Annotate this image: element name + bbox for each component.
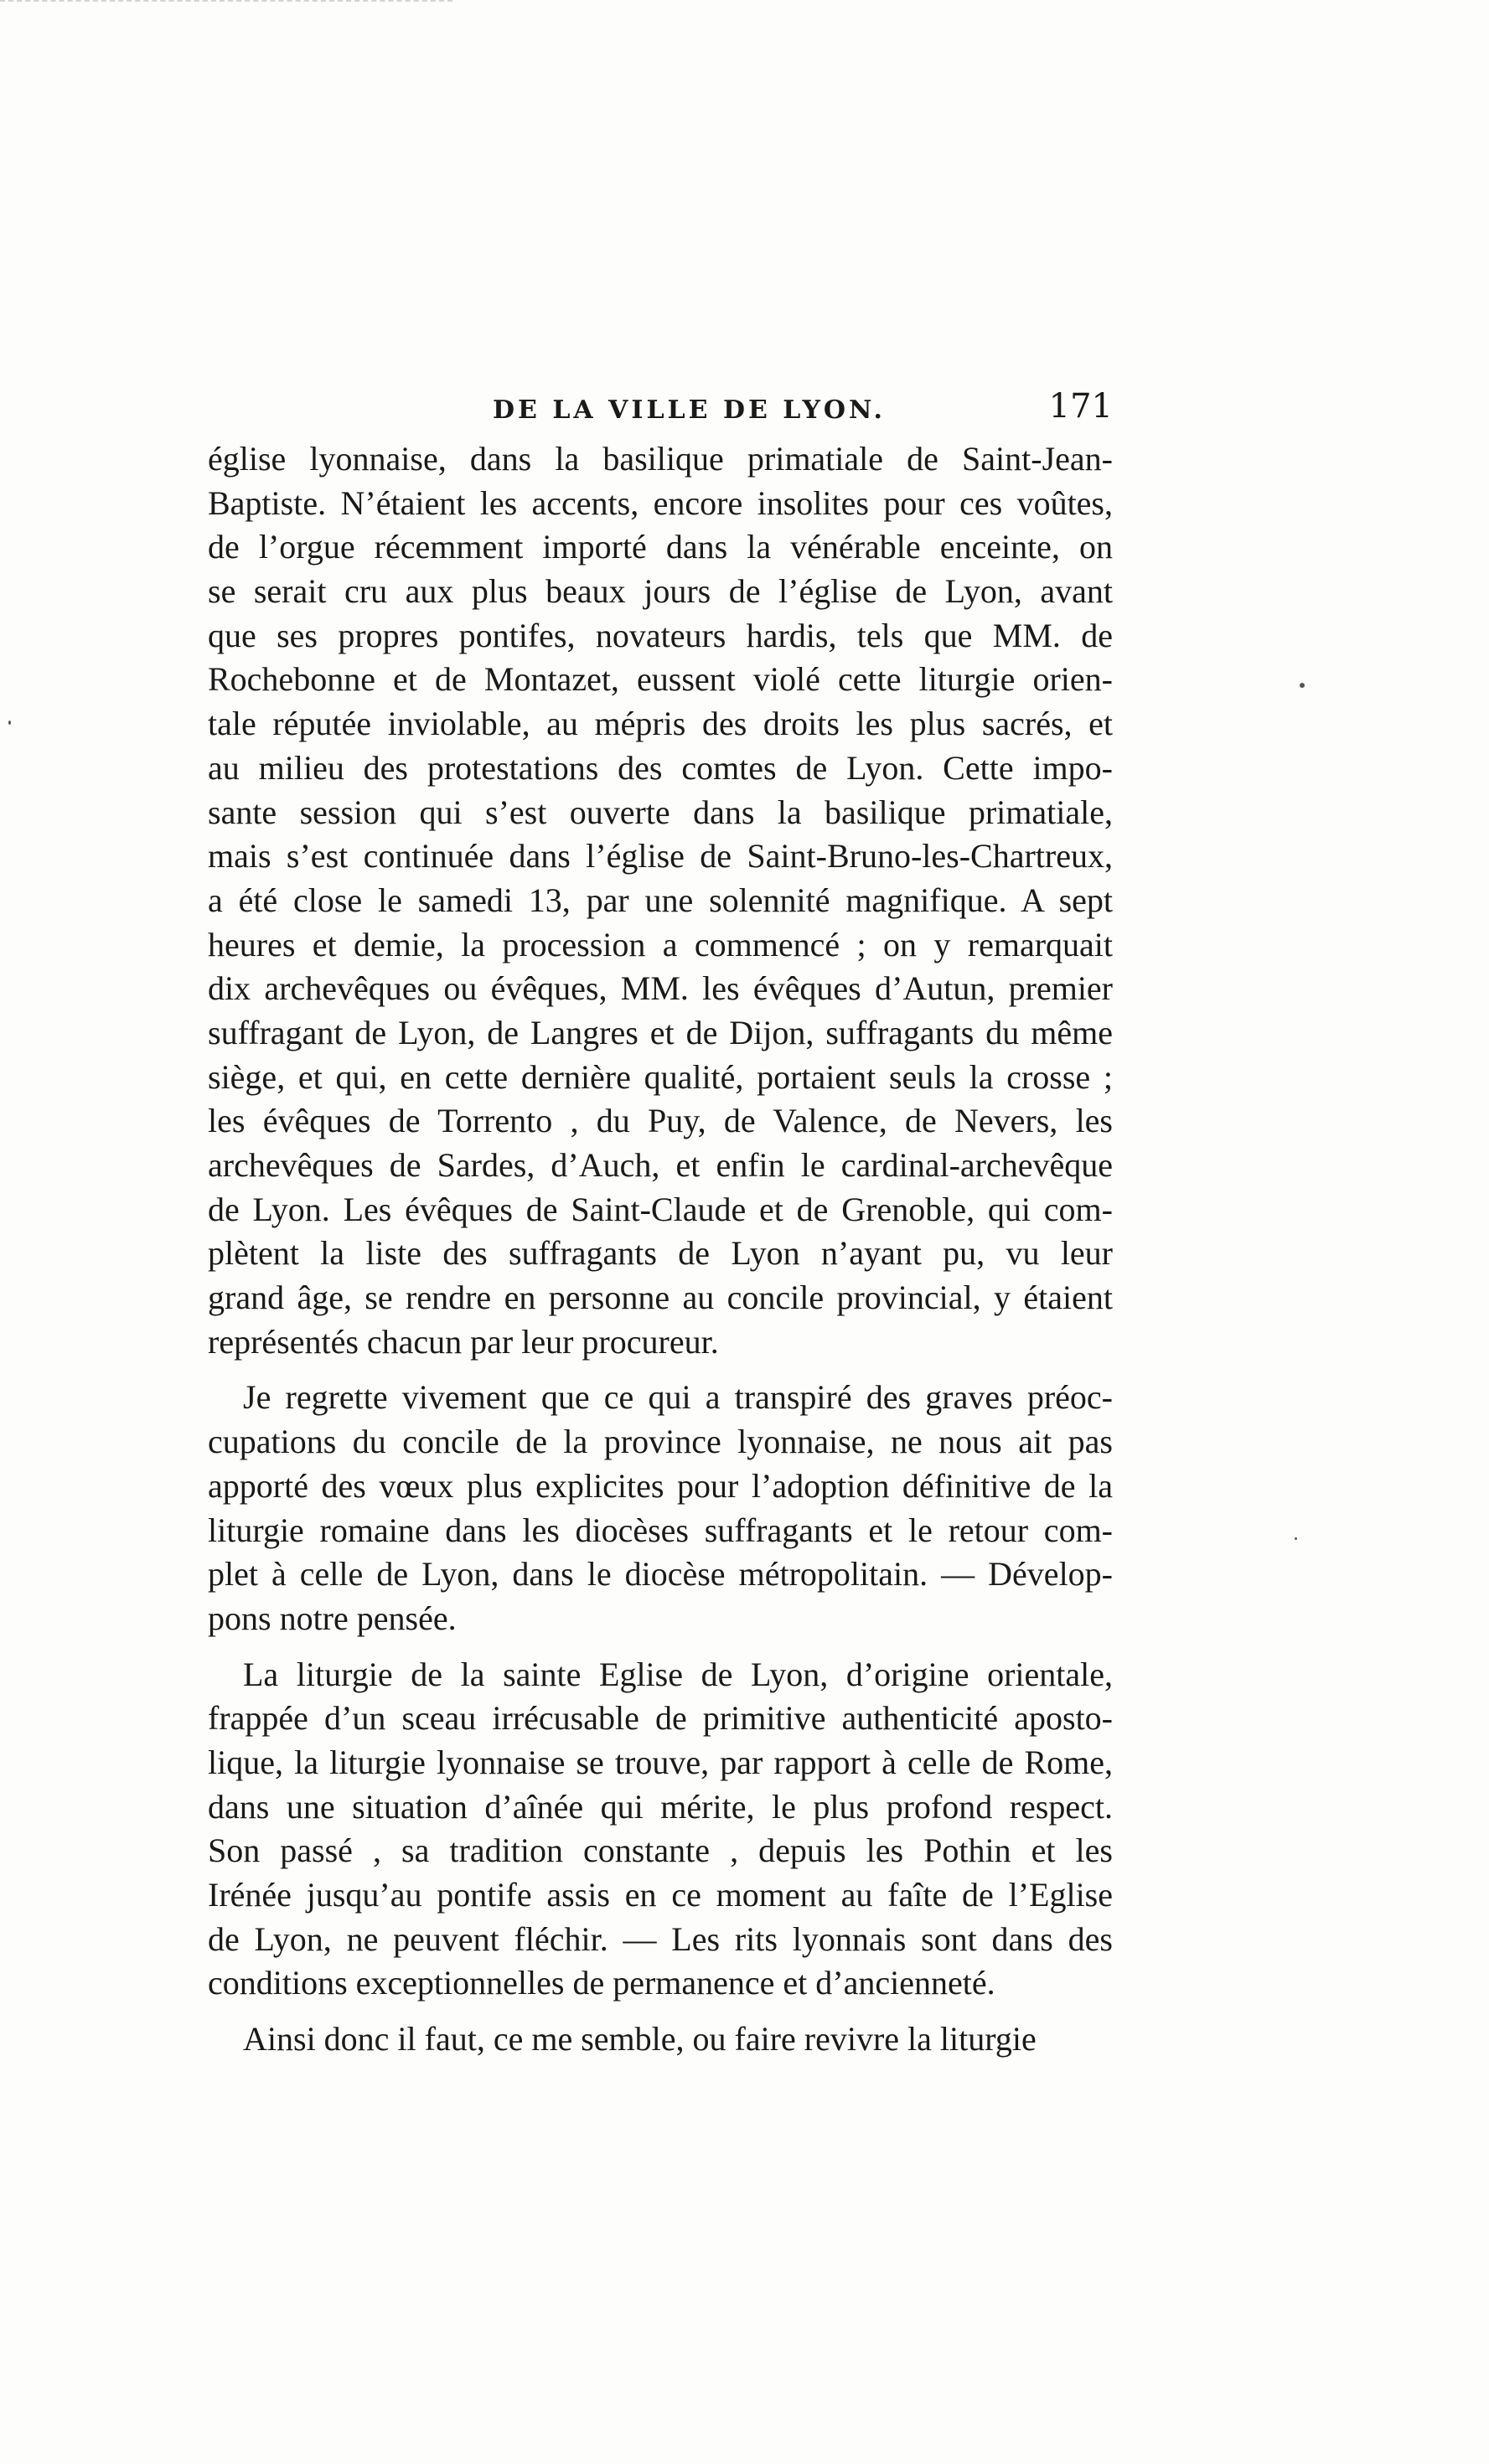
text-line: de Lyon. Les évêques de Saint-Claude et de Grenoble, qui com- [208, 1190, 1113, 1228]
text-line: se serait cru aux plus beaux jours de l’église de Lyon, avant [208, 572, 1113, 611]
paragraph [208, 2017, 1113, 2062]
ink-speck [8, 721, 11, 725]
text-line: sante session qui s’est ouverte dans la basilique primatiale, [208, 793, 1113, 831]
paragraph [208, 1376, 1113, 1640]
paragraph [208, 1653, 1113, 2007]
text-line: représentés chacun par leur procureur. [208, 1322, 719, 1361]
text-line: frappée d’un sceau irrécusable de primitive authenticité aposto- [208, 1699, 1113, 1738]
text-line: de l’orgue récemment importé dans la vénérable enceinte, on [208, 528, 1113, 566]
text-line: au milieu des protestations des comtes de Lyon. Cette impo- [208, 748, 1113, 787]
text-line: suffragant de Lyon, de Langres et de Dijon, suffragants du même [208, 1013, 1113, 1051]
text-line: a été close le samedi 13, par une solennité magnifique. A sept [208, 881, 1113, 919]
text-line: La liturgie de la sainte Eglise de Lyon, d’origine orientale, [243, 1655, 1113, 1693]
text-line: pons notre pensée. [208, 1599, 457, 1637]
scan-edge-artifact [0, 0, 452, 7]
paragraph-gap [208, 1641, 1113, 1653]
page-number: 171 [1048, 387, 1113, 426]
text-line: plet à celle de Lyon, dans le diocèse métropolitain. — Dévelop- [208, 1555, 1113, 1594]
text-line: Ainsi donc il faut, ce me semble, ou faire revivre la liturgie [243, 2020, 1037, 2058]
text-line: Rochebonne et de Montazet, eussent violé cette liturgie orien- [208, 660, 1113, 699]
text-line: conditions exceptionnelles de permanence et d’ancienneté. [208, 1964, 995, 2002]
text-line: archevêques de Sardes, d’Auch, et enfin le cardinal-archevêque [208, 1146, 1113, 1184]
running-title: DE LA VILLE DE LYON. [493, 395, 886, 425]
text-line: Baptiste. N’étaient les accents, encore insolites pour ces voûtes, [208, 483, 1113, 522]
text-line: tale réputée inviolable, au mépris des droits les plus sacrés, et [208, 705, 1113, 743]
text-line: que ses propres pontifes, novateurs hardis, tels que MM. de [208, 616, 1113, 654]
paragraph-gap [208, 1364, 1113, 1376]
text-line: heures et demie, la procession a commencé ; on y remarquait [208, 925, 1113, 963]
body-text [208, 437, 1113, 2062]
text-line: dans une situation d’aînée qui mérite, le plus profond respect. [208, 1787, 1113, 1826]
text-line: lique, la liturgie lyonnaise se trouve, par rapport à celle de Rome, [208, 1743, 1113, 1781]
page-header [208, 387, 1113, 437]
text-line: grand âge, se rendre en personne au concile provincial, y étaient [208, 1278, 1113, 1317]
text-line: apporté des vœux plus explicites pour l’adoption définitive de la [208, 1466, 1113, 1505]
text-line: église lyonnaise, dans la basilique primatiale de Saint-Jean- [208, 440, 1113, 478]
paragraph-gap [208, 2006, 1113, 2017]
text-line: les évêques de Torrento , du Puy, de Valence, de Nevers, les [208, 1102, 1113, 1140]
ink-speck [1300, 683, 1305, 688]
text-line: Son passé , sa tradition constante , depuis les Pothin et les [208, 1831, 1113, 1870]
text-line: Je regrette vivement que ce qui a transpiré des graves préoc- [243, 1378, 1113, 1417]
text-line: liturgie romaine dans les diocèses suffragants et le retour com- [208, 1511, 1113, 1549]
text-line: de Lyon, ne peuvent fléchir. — Les rits lyonnais sont dans des [208, 1919, 1113, 1958]
ink-speck [1295, 1537, 1297, 1540]
text-line: Irénée jusqu’au pontife assis en ce moment au faîte de l’Eglise [208, 1876, 1113, 1914]
text-line: mais s’est continuée dans l’église de Saint-Bruno-les-Chartreux, [208, 837, 1113, 876]
paragraph [208, 437, 1113, 1364]
text-line: cupations du concile de la province lyonnaise, ne nous ait pas [208, 1423, 1113, 1461]
text-line: dix archevêques ou évêques, MM. les évêques d’Autun, premier [208, 969, 1113, 1008]
text-line: siège, et qui, en cette dernière qualité, portaient seuls la crosse ; [208, 1057, 1113, 1096]
text-line: plètent la liste des suffragants de Lyon n’ayant pu, vu leur [208, 1234, 1113, 1273]
